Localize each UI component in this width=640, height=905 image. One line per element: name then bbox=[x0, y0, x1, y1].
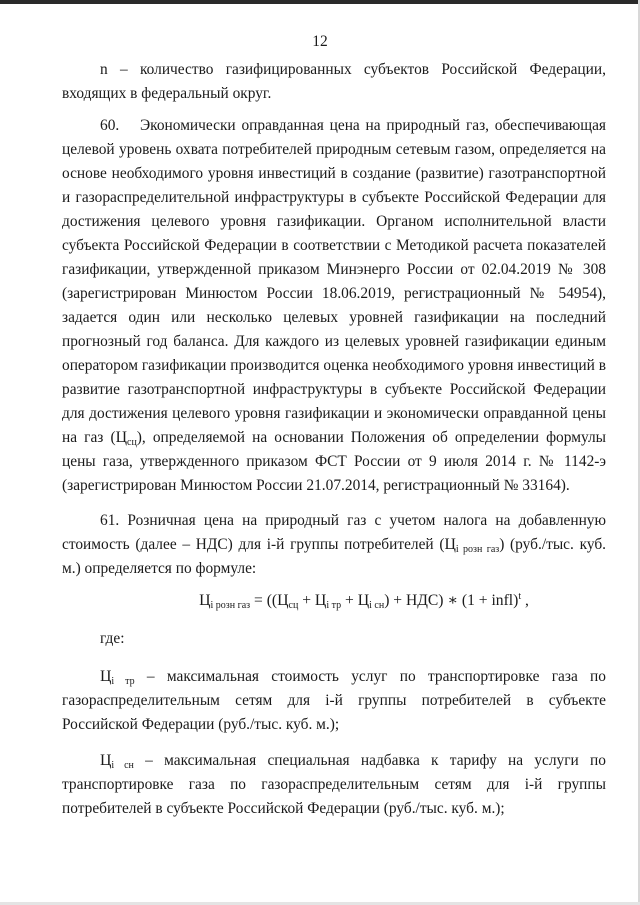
formula-lhs-symbol: Ц bbox=[199, 592, 211, 609]
formula-tail: ) + НДС) ∗ (1 + infl) bbox=[384, 592, 519, 609]
price-symbol-retail: Ц bbox=[444, 536, 456, 553]
definition-special-surcharge bbox=[62, 749, 606, 821]
item-60-text-start: Экономически оправданная цена на природный газ, обеспечивающая целевой уровень охвата потребителей природным сетевым газом, определяется на основе необходимого уровня инвестиций в создание (развитие) газотранспортной и газораспределительной инфраструктуры в субъекте Российской Федерации для достижения целевого уровня газификации. Органом исполнительной власти субъекта Российской Федерации в соответствии с Методикой расчета показателей газификации, утвержденной приказом Минэнерго России от 02.04.2019 № 308 (зарегистрирован Минюстом России 18.06.2019, регистрационный № 54954), задается один или несколько целевых уровней газификации на последний прогнозный год баланса. Для каждого из целевых уровней газификации единым оператором газификации производится оценка необходимого уровня инвестиций в развитие газотранспортной инфраструктуры в субъекте Российской Федерации для достижения целевого уровня газификации и экономически оправданной цены на газ ( bbox=[62, 117, 606, 446]
def-tr-subscript: i тр bbox=[111, 676, 135, 687]
where-label: где: bbox=[100, 630, 125, 647]
scan-border-top bbox=[0, 0, 640, 4]
def-sn-subscript: i сн bbox=[111, 760, 134, 771]
definition-transport-cost bbox=[62, 665, 606, 737]
price-subscript-retail: i розн газ bbox=[455, 544, 500, 555]
paragraph-item-60 bbox=[62, 114, 606, 498]
item-61-text-end: ) (руб./тыс. куб. м.) определяется по формуле: bbox=[62, 536, 606, 577]
formula-lhs-subscript: i розн газ bbox=[210, 600, 251, 611]
def-sn-text: – максимальная специальная надбавка к тарифу на услуги по транспортировке газа по газораспределительным сетям для i-й группы потребителей в субъекте Российской Федерации (руб./тыс. куб. м.); bbox=[62, 752, 606, 817]
item-60-number: 60. bbox=[100, 117, 120, 134]
item-61-number: 61. bbox=[100, 512, 120, 529]
def-sn-symbol: Ц bbox=[100, 752, 112, 769]
formula-term-tr-symbol: Ц bbox=[314, 592, 327, 609]
paragraph-item-61 bbox=[62, 509, 606, 581]
price-symbol-sc: Ц bbox=[115, 429, 127, 446]
formula-exponent: t bbox=[518, 591, 522, 602]
item-60-text-end: ), определяемой на основании Положения об определении формулы цены газа, утвержденного приказом ФСТ России от 9 июля 2014 г. № 1142-э (зарегистрирован Минюстом России 21.07.2014, регистрационный № 33164). bbox=[62, 429, 606, 494]
formula-equals-open: = (( bbox=[250, 592, 278, 609]
formula-term-sc-subscript: сц bbox=[288, 600, 299, 611]
paragraph-n-definition: n – количество газифицированных субъектов Российской Федерации, входящих в федеральный округ. bbox=[62, 61, 606, 102]
formula-term-sc-symbol: Ц bbox=[277, 592, 289, 609]
formula-term-sn-subscript: i сн bbox=[369, 600, 385, 611]
page-number: 12 bbox=[312, 33, 328, 50]
formula-term-tr-subscript: i тр bbox=[326, 600, 342, 611]
formula-plus-1: + bbox=[298, 592, 315, 609]
formula-term-sn-symbol: Ц bbox=[357, 592, 370, 609]
retail-price-formula bbox=[62, 589, 606, 613]
item-61-text-start: Розничная цена на природный газ с учетом налога на добавленную стоимость (далее – НДС) для i-й группы потребителей ( bbox=[62, 512, 606, 553]
price-subscript-sc: сц bbox=[127, 437, 137, 448]
formula-plus-2: + bbox=[341, 592, 358, 609]
def-tr-symbol: Ц bbox=[100, 668, 112, 685]
formula-end: , bbox=[521, 592, 529, 609]
document-body bbox=[62, 58, 606, 833]
def-tr-text: – максимальная стоимость услуг по транспортировке газа по газораспределительным сетям для i-й группы потребителей в субъекте Российской Федерации (руб./тыс. куб. м.); bbox=[62, 668, 606, 733]
